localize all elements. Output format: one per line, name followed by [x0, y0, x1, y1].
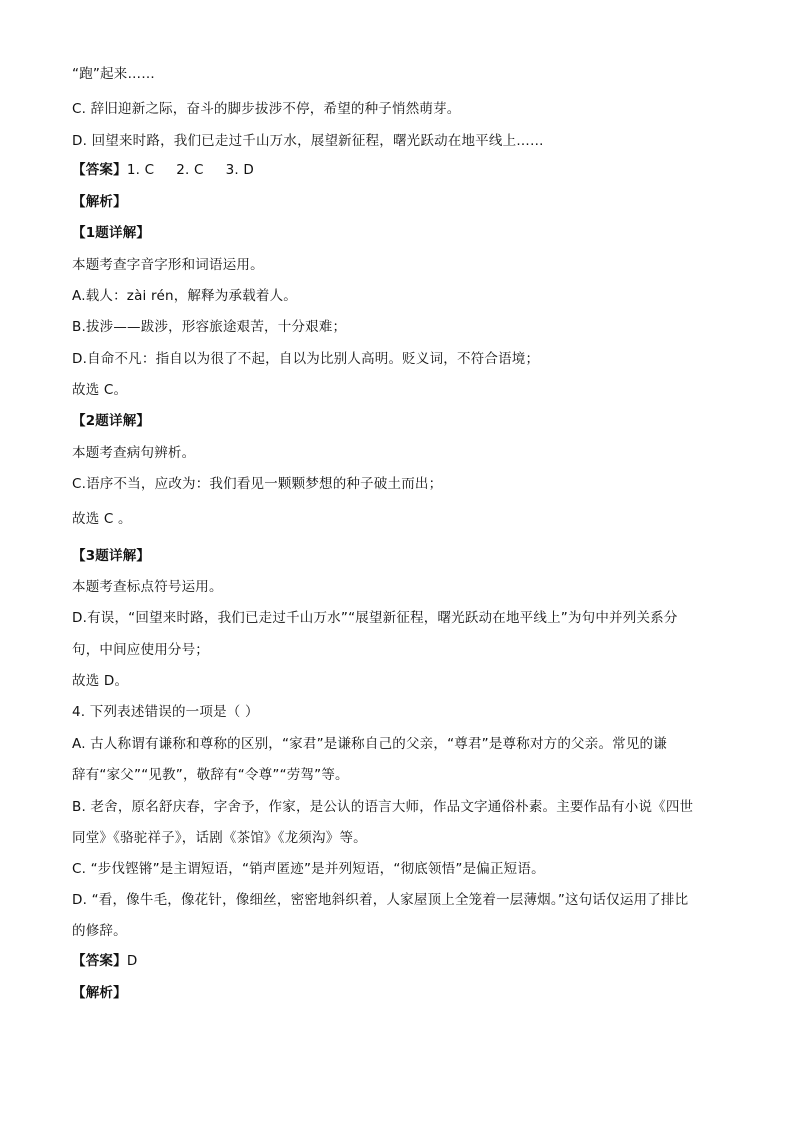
option-a-line-cont: 辞有“家父”“见教”，敬辞有“令尊”“劳驾”等。	[72, 767, 349, 783]
text-line: A.载人：zài rén，解释为承载着人。	[72, 288, 298, 304]
text-line: D.自命不凡：指自以为很了不起，自以为比别人高明。贬义词，不符合语境；	[72, 351, 540, 367]
text-line: 句，中间应使用分号；	[72, 642, 209, 658]
detail-2-tag: 【2题详解】	[72, 413, 151, 429]
text-line: 本题考查标点符号运用。	[72, 579, 223, 595]
detail-3-tag: 【3题详解】	[72, 548, 151, 564]
answer-2: 2. C	[176, 162, 204, 178]
option-c-line: C. “步伐铿锵”是主谓短语，“销声匿迹”是并列短语，“彻底领悟”是偏正短语。	[72, 861, 545, 877]
analysis-tag: 【解析】	[72, 985, 127, 1001]
answer-line	[72, 160, 732, 180]
option-b-line-cont: 同堂》《骆驼祥子》，话剧《茶馆》《龙须沟》等。	[72, 830, 367, 846]
text-line: D.有误，“回望来时路，我们已走过千山万水”“展望新征程，曙光跃动在地平线上”为句中并列关系分	[72, 610, 678, 626]
answer-3: 3. D	[225, 162, 254, 178]
option-d-line: D. “看，像牛毛，像花针，像细丝，密密地斜织着，人家屋顶上全笼着一层薄烟。”这句话仅运用了排比	[72, 892, 689, 908]
text-line: B.拔涉——跋涉，形容旅途艰苦，十分艰难；	[72, 319, 347, 335]
answer-line	[72, 951, 732, 971]
answer-1: 1. C	[126, 162, 155, 178]
text-line: 本题考查字音字形和词语运用。	[72, 257, 264, 273]
detail-1-tag: 【1题详解】	[72, 225, 151, 241]
answer-tag: 【答案】	[72, 953, 127, 969]
option-d-line-cont: 的修辞。	[72, 923, 127, 939]
option-d-line: D. 回望来时路，我们已走过千山万水，展望新征程，曙光跃动在地平线上……	[72, 133, 544, 149]
answer-tag: 【答案】	[72, 162, 127, 178]
text-line: 本题考查病句辨析。	[72, 445, 196, 461]
question-4-line: 4. 下列表述错误的一项是（ ）	[72, 704, 259, 720]
text-line: 故选 C。	[72, 382, 128, 398]
option-b-line: B. 老舍，原名舒庆春，字舍予，作家，是公认的语言大师，作品文字通俗朴素。主要作品有小说《四世	[72, 799, 694, 815]
text-line: 故选 D。	[72, 673, 129, 689]
text-line: C.语序不当，应改为：我们看见一颗颗梦想的种子破土而出；	[72, 476, 443, 492]
text-line: 故选 C 。	[72, 511, 132, 527]
analysis-tag: 【解析】	[72, 194, 127, 210]
answer-value: D	[126, 953, 138, 969]
option-c-line: C. 辞旧迎新之际，奋斗的脚步拔涉不停，希望的种子悄然萌芽。	[72, 101, 461, 117]
text-line: “跑”起来……	[72, 66, 155, 82]
option-a-line: A. 古人称谓有谦称和尊称的区别，“家君”是谦称自己的父亲，“尊君”是尊称对方的父亲。常见的谦	[72, 736, 667, 752]
